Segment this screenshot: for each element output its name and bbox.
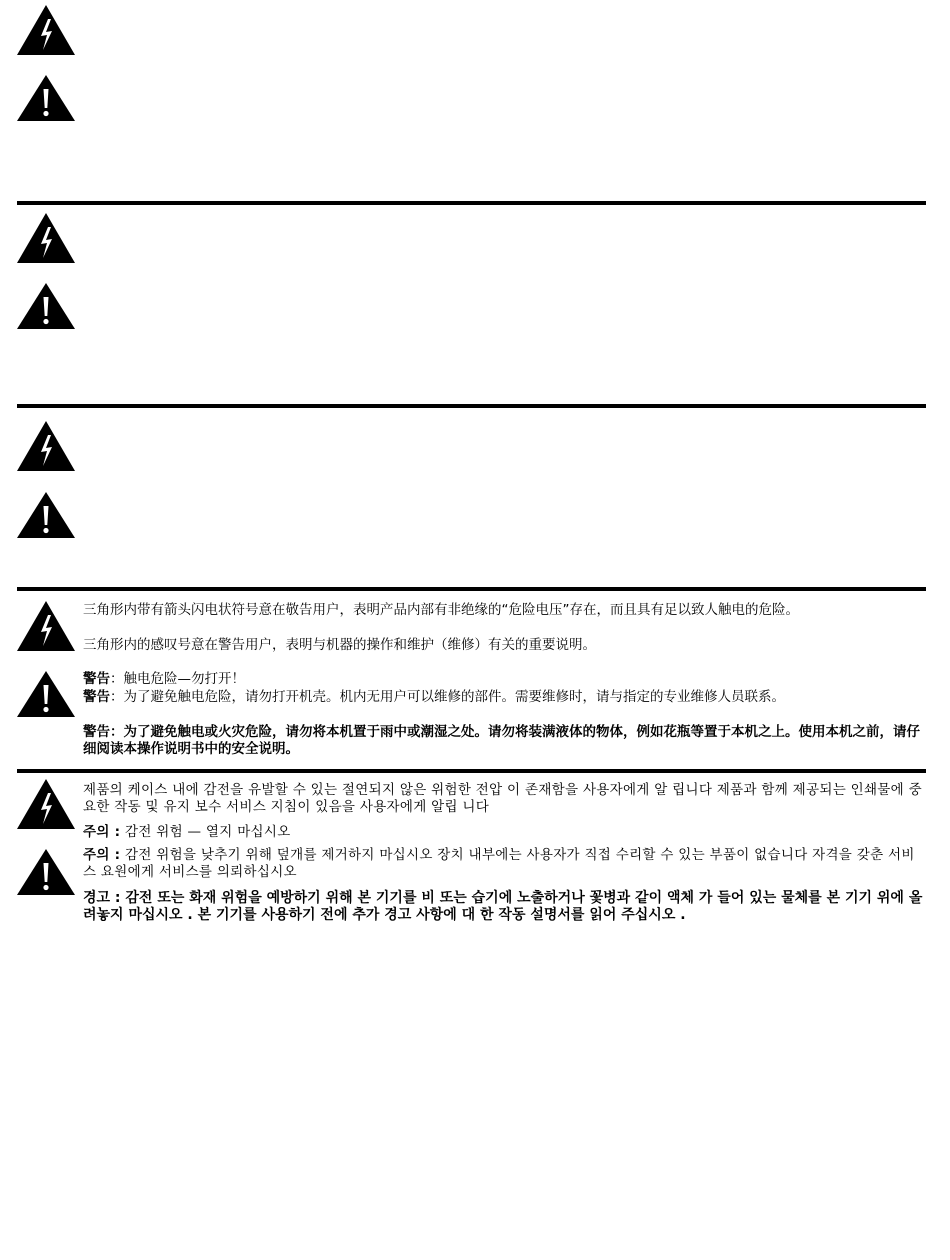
zh-warning-1 xyxy=(83,671,928,688)
caution-label: 주의 : xyxy=(83,824,121,840)
section-divider xyxy=(17,404,926,408)
section-divider xyxy=(17,769,926,773)
ko-caution-1 xyxy=(83,824,928,841)
warning-text: ：为了避免触电危险，请勿打开机壳。机内无用户可以维修的部件。需要维修时，请与指定的专业维修人员联系。 xyxy=(110,689,785,705)
exclamation-triangle-icon xyxy=(17,283,75,329)
lightning-bolt-triangle-icon xyxy=(17,601,75,651)
warning-text: ：触电危险—勿打开！ xyxy=(110,671,245,687)
warning-label: 警告 xyxy=(83,724,110,740)
lightning-bolt-triangle-icon xyxy=(17,779,75,829)
lightning-bolt-triangle-icon xyxy=(17,5,75,55)
section-divider xyxy=(17,201,926,205)
warning-text: ：为了避免触电或火灾危险，请勿将本机置于雨中或潮湿之处。请勿将装满液体的物体，例如花瓶等置于本机之上。使用本机之前，请仔细阅读本操作说明书中的安全说明。 xyxy=(83,724,920,757)
zh-warning-2 xyxy=(83,689,928,706)
caution-label: 주의 : xyxy=(83,847,121,863)
section-divider xyxy=(17,587,926,591)
caution-text: 감전 위험을 낮추기 위해 덮개를 제거하지 마십시오 장치 내부에는 사용자가 직접 수리할 수 있는 부품이 없습니다 자격을 갖춘 서비스 요원에게 서비스를 의뢰하십시오 xyxy=(83,847,915,880)
exclamation-triangle-icon xyxy=(17,849,75,895)
ko-lightning-description: 제품의 케이스 내에 감전을 유발할 수 있는 절연되지 않은 위험한 전압 이 존재함을 사용자에게 알 립니다 제품과 함께 제공되는 인쇄물에 중요한 작동 및 유지 보수 서비스 지침이 있음을 사용자에게 알립 니다 xyxy=(83,782,922,815)
ko-caution-2 xyxy=(83,847,928,881)
lightning-bolt-triangle-icon xyxy=(17,421,75,471)
exclamation-triangle-icon xyxy=(17,492,75,538)
ko-warning: 경고 : 감전 또는 화재 위험을 예방하기 위해 본 기기를 비 또는 습기에 노출하거나 꽃병과 같이 액체 가 들어 있는 물체를 본 기기 위에 올려놓지 마십시오 . 본 기기를 사용하기 전에 추가 경고 사항에 대 한 작동 설명서를 읽어 주십시오 . xyxy=(83,890,923,923)
exclamation-triangle-icon xyxy=(17,671,75,717)
warning-label: 警告 xyxy=(83,671,110,687)
warning-label: 警告 xyxy=(83,689,110,705)
lightning-bolt-triangle-icon xyxy=(17,213,75,263)
zh-lightning-description: 三角形内带有箭头闪电状符号意在敬告用户，表明产品内部有非绝缘的“危险电压”存在，而且具有足以致人触电的危险。 xyxy=(83,602,799,618)
caution-text: 감전 위험 — 열지 마십시오 xyxy=(120,824,291,840)
zh-warning-3 xyxy=(83,724,928,758)
exclamation-triangle-icon xyxy=(17,75,75,121)
zh-exclamation-description: 三角形内的感叹号意在警告用户，表明与机器的操作和维护（维修）有关的重要说明。 xyxy=(83,637,596,653)
